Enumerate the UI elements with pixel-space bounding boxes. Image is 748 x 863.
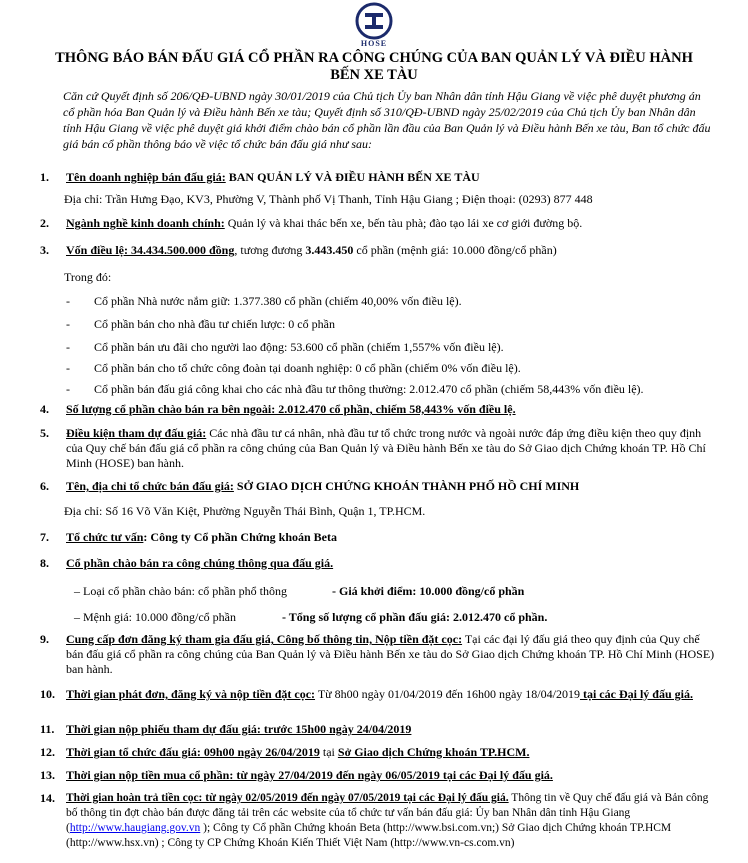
section-text: 3.443.450 (305, 243, 354, 257)
section-value: SỞ GIAO DỊCH CHỨNG KHOÁN THÀNH PHỐ HỒ CHÍ MINH (233, 479, 580, 493)
s3-trong-do: Trong đó: (64, 270, 112, 284)
section-label: Tên, địa chỉ tổ chức bán đấu giá: (66, 479, 234, 493)
list-item: Cổ phần Nhà nước nắm giữ: 1.377.380 cổ phần (chiếm 40,00% vốn điều lệ). (94, 294, 462, 308)
section-number: 3. (40, 243, 49, 257)
section-2 (40, 216, 720, 231)
section-12 (40, 745, 720, 760)
section-value: tại (319, 745, 338, 759)
list-dash: - (66, 294, 70, 308)
section-label: Tổ chức tư vấn (66, 530, 144, 544)
list-item: Cổ phần bán cho nhà đầu tư chiến lược: 0 cổ phần (94, 317, 335, 331)
section-number: 2. (40, 216, 49, 230)
list-dash: - (66, 317, 70, 331)
list-item: Cổ phần bán ưu đãi cho người lao động: 53.600 cổ phần (chiếm 1,557% vốn điều lệ). (94, 340, 504, 354)
section-4 (40, 402, 720, 417)
section-value: Các nhà đầu tư cá nhân, nhà đầu tư tổ chức trong nước và ngoài nước đáp ứng điều kiện theo quy định của Quy chế bán đấu giá cổ phần ra công chúng của Ban Quản lý và Điều hành Bến xe tàu do Sở Giao dịch Chứng khoán TP. Hồ Chí Minh (HOSE) ban hành. (66, 426, 706, 470)
section-11 (40, 722, 720, 737)
section-text: cổ phần (mệnh giá: 10.000 đồng/cổ phần) (353, 243, 557, 257)
s6-address: Địa chỉ: Số 16 Võ Văn Kiệt, Phường Nguyễn Thái Bình, Quận 1, TP.HCM. (64, 504, 426, 518)
section-1 (40, 170, 720, 185)
section-label: Thời gian nộp tiền mua cổ phần: từ ngày 27/04/2019 đến ngày 06/05/2019 tại các Đại lý đấu giá. (66, 768, 553, 782)
section-label: Thời gian nộp phiếu tham dự đấu giá: trước 15h00 ngày 24/04/2019 (66, 722, 412, 736)
section-label: Số lượng cổ phần chào bán ra bên ngoài: 2.012.470 cổ phần, chiếm 58,443% vốn điều lệ. (66, 402, 516, 416)
section-number: 4. (40, 402, 49, 416)
list-dash: - (66, 340, 70, 354)
section-value: : Công ty Cổ phần Chứng khoán Beta (143, 530, 337, 544)
s8-type: – Loại cổ phần chào bán: cổ phần phổ thông (74, 584, 287, 598)
section-links-text: ); Công ty Cổ phần Chứng khoán Beta (http://www.bsi.com.vn;) Sở Giao dịch Chứng khoán TP.HCM (http://www.hsx.vn) ; Công ty CP Chứng Khoán Kiến Thiết Việt Nam (http://www.vn-cs.com.vn) (66, 822, 672, 849)
intro-paragraph: Căn cứ Quyết định số 206/QĐ-UBND ngày 30/01/2019 của Chủ tịch Ủy ban Nhân dân tỉnh Hậu Giang về việc phê duyệt phương án cổ phần hóa Ban Quản lý và Điều hành Bến xe tàu; Quyết định số 310/QĐ-UBND ngày 25/02/2019 của Chủ tịch Ủy ban Nhân dân tỉnh Hậu Giang về việc phê duyệt giá khởi điểm chào bán cổ phần lần đầu của Ban Quản lý và Điều hành Bến xe tàu, Ban tổ chức đấu giá bán cổ phần thông báo về việc tổ chức bán đấu giá như sau: (63, 89, 711, 151)
list-item: Cổ phần bán đấu giá công khai cho các nhà đầu tư thông thường: 2.012.470 cổ phần (chiếm 58,443% vốn điều lệ). (94, 382, 644, 396)
section-label: Thời gian tổ chức đấu giá: 09h00 ngày 26/04/2019 (66, 745, 320, 759)
section-number: 9. (40, 632, 49, 646)
section-6 (40, 479, 720, 494)
section-tail: Sở Giao dịch Chứng khoán TP.HCM. (337, 745, 530, 759)
section-label: Thời gian hoàn trả tiền cọc: từ ngày 02/05/2019 đến ngày 07/05/2019 tại các Đại lý đấu giá. (66, 792, 509, 804)
s8-start-price: - Giá khởi điểm: 10.000 đồng/cổ phần (332, 584, 525, 598)
hose-emblem-icon (355, 2, 393, 40)
section-value: BAN QUẢN LÝ VÀ ĐIỀU HÀNH BẾN XE TÀU (225, 170, 480, 184)
section-label: Tên doanh nghiệp bán đấu giá: (66, 170, 226, 184)
s1-address: Địa chỉ: Trần Hưng Đạo, KV3, Phường V, Thành phố Vị Thanh, Tỉnh Hậu Giang ; Điện thoại: (0293) 877 448 (64, 192, 593, 206)
list-dash: - (66, 361, 70, 375)
section-label: Điều kiện tham dự đấu giá: (66, 426, 207, 440)
section-label: Vốn điều lệ: 34.434.500.000 đồng (66, 243, 235, 257)
list-item: Cổ phần bán cho tổ chức công đoàn tại doanh nghiệp: 0 cổ phần (chiếm 0% vốn điều lệ). (94, 361, 521, 375)
section-8 (40, 556, 720, 571)
s8-total: - Tổng số lượng cổ phần đấu giá: 2.012.470 cổ phần. (282, 610, 548, 624)
section-label: Cung cấp đơn đăng ký tham gia đấu giá, Công bố thông tin, Nộp tiền đặt cọc: (66, 632, 463, 646)
section-value: Tại các đại lý đấu giá theo quy định của Quy chế bán đấu giá cổ phần ra công chúng của Ban Quản lý và Điều hành Bến xe tàu do Sở Giao dịch Chứng khoán TP. Hồ Chí Minh (HOSE) ban hành. (66, 632, 715, 676)
section-number: 12. (40, 745, 55, 759)
section-label: Cổ phần chào bán ra công chúng thông qua đấu giá. (66, 556, 334, 570)
section-value: Từ 8h00 ngày 01/04/2019 đến 16h00 ngày 18/04/2019 (315, 687, 580, 701)
section-tail: tại các Đại lý đấu giá. (579, 687, 693, 701)
section-number: 6. (40, 479, 49, 493)
list-dash: - (66, 382, 70, 396)
haugiang-link[interactable]: http://www.haugiang.gov.vn (69, 822, 201, 834)
section-number: 5. (40, 426, 49, 440)
section-label: Ngành nghề kinh doanh chính: (66, 216, 225, 230)
section-text: , tương đương (234, 243, 306, 257)
section-number: 10. (40, 687, 55, 701)
page-title: THÔNG BÁO BÁN ĐẤU GIÁ CỔ PHẦN RA CÔNG CHÚNG CỦA BAN QUẢN LÝ VÀ ĐIỀU HÀNH BẾN XE TÀU (55, 50, 693, 83)
section-number: 11. (40, 722, 55, 736)
section-7 (40, 530, 720, 545)
section-14 (40, 791, 720, 851)
section-label: Thời gian phát đơn, đăng ký và nộp tiền đặt cọc: (66, 687, 316, 701)
section-number: 13. (40, 768, 55, 782)
section-13 (40, 768, 720, 783)
section-number: 14. (40, 791, 55, 805)
section-3 (40, 243, 720, 258)
section-number: 7. (40, 530, 49, 544)
section-number: 8. (40, 556, 49, 570)
section-number: 1. (40, 170, 49, 184)
logo-text: HOSE (360, 39, 388, 48)
section-5 (40, 426, 720, 471)
s8-par: – Mệnh giá: 10.000 đồng/cổ phần (74, 610, 236, 624)
section-9 (40, 632, 720, 677)
section-value: Quản lý và khai thác bến xe, bến tàu phà; đào tạo lái xe cơ giới đường bộ. (224, 216, 583, 230)
section-10 (40, 687, 720, 702)
section-value: Thông tin về Quy chế đấu giá và Bản công bố thông tin đợt chào bán được đăng tải trên các website của tổ chức tư vấn bán đấu giá: Ủy ban Nhân dân tỉnh Hậu Giang ( (66, 792, 709, 834)
